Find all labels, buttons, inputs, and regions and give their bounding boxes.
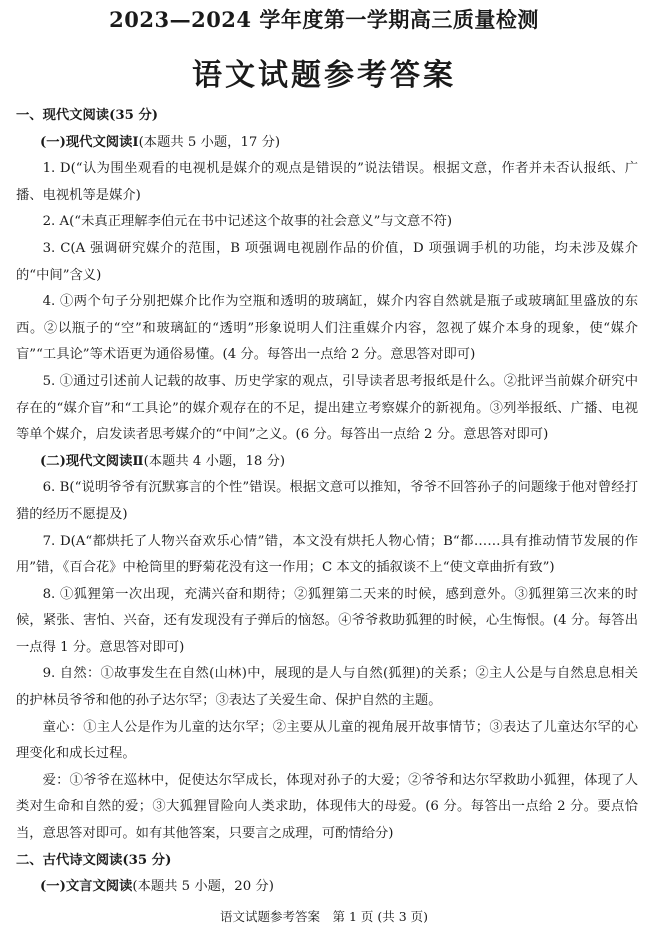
answer-q5: 5. ①通过引述前人记载的故事、历史学家的观点，引导读者思考报纸是什么。②批评当前媒介研究中存在的“媒介盲”和“工具论”的媒介观存在的不足，提出建立考察媒介的新视角。③列举报纸、广播、电视等单个媒介，启发读者思考媒介的“中间”之义。(6 分。每答出一点给 2 分。意思答对即可) [16,373,638,443]
answer-q7: 7. D(A“都烘托了人物兴奋欢乐心情”错，本文没有烘托人物心情；B“都……具有推动情节发展的作用”错，《百合花》中枪筒里的野菊花没有这一作用；C 本文的插叙谈不上“使文章曲折有致”) [16,533,638,576]
subsection-heading-reading-1 [16,130,638,157]
answer-content [16,103,638,901]
exam-title: 2023—2024 学年度第一学期高三质量检测 [109,7,539,32]
subsection-note: (本题共 5 小题，20 分) [132,879,274,895]
answer-q9-child: 童心：①主人公是作为儿童的达尔罕；②主要从儿童的视角展开故事情节；③表达了儿童达尔罕的心理变化和成长过程。 [16,719,638,762]
subsection-label: (二)现代文阅读Ⅱ [40,453,144,469]
page-footer: 语文试题参考答案 第 1 页 (共 3 页) [219,909,429,924]
answer-q9-nature: 9. 自然：①故事发生在自然(山林)中，展现的是人与自然(狐狸)的关系；②主人公是与自然息息相关的护林员爷爷和他的孙子达尔罕；③表达了关爱生命、保护自然的主题。 [16,666,638,709]
section-heading-modern-reading: 一、现代文阅读(35 分) [16,108,159,123]
answer-q3: 3. C(A 强调研究媒介的范围，B 项强调电视剧作品的价值，D 项强调手机的功能，均未涉及媒介的“中间”含义) [16,240,638,283]
subsection-note: (本题共 4 小题，18 分) [143,453,286,469]
subsection-heading-reading-2 [16,449,638,476]
subsection-label: (一)文言文阅读 [40,879,133,895]
answer-q2: 2. A(“未真正理解李伯元在书中记述这个故事的社会意义”与文意不符) [42,214,453,230]
document-title: 语文试题参考答案 [192,58,456,93]
subsection-heading-classical-prose [16,874,638,901]
answer-q4: 4. ①两个句子分别把媒介比作为空瓶和透明的玻璃缸，媒介内容自然就是瓶子或玻璃缸里盛放的东西。②以瓶子的“空”和玻璃缸的“透明”形象说明人们注重媒介内容，忽视了媒介本身的现象，使“媒介盲”“工具论”等术语更为通俗易懂。(4 分。每答出一点给 2 分。意思答对即可) [16,294,638,363]
answer-q6: 6. B(“说明爷爷有沉默寡言的个性”错误。根据文意可以推知，爷爷不回答孙子的问题缘于他对曾经打猎的经历不愿提及) [16,480,638,522]
section-heading-classical-reading: 二、古代诗文阅读(35 分) [16,852,172,868]
subsection-note: (本题共 5 小题，17 分) [138,134,281,150]
answer-q1: 1. D(“认为围坐观看的电视机是媒介的观点是错误的”说法错误。根据文意，作者并未否认报纸、广播、电视机等是媒介) [16,161,638,203]
answer-q8: 8. ①狐狸第一次出现，充满兴奋和期待；②狐狸第二天来的时候，感到意外。③狐狸第三次来的时候，紧张、害怕、兴奋，还有发现没有子弹后的恼怒。④爷爷救助狐狸的时候，心生悔恨。(4 分。每答出一点得 1 分。意思答对即可) [16,586,638,655]
subsection-label: (一)现代文阅读Ⅰ [40,134,139,150]
answer-q9-love: 爱：①爷爷在巡林中，促使达尔罕成长，体现对孙子的大爱；②爷爷和达尔罕救助小狐狸，体现了人类对生命和自然的爱；③大狐狸冒险向人类求助，体现伟大的母爱。(6 分。每答出一点给 2 分。要点恰当，意思答对即可。如有其他答案，只要言之成理，可酌情给分) [16,772,638,842]
